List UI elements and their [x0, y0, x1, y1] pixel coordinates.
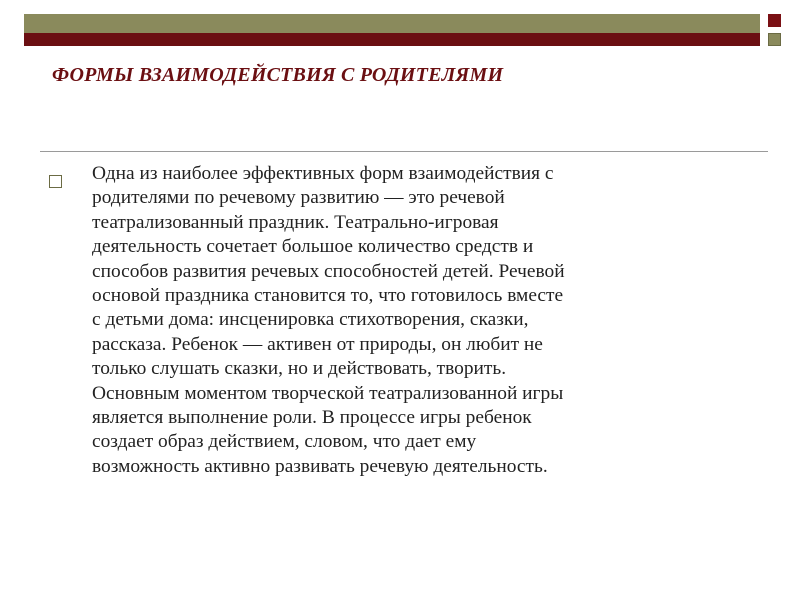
body-line: способов развития речевых способностей детей. Речевой	[92, 260, 565, 282]
slide-title: ФОРМЫ ВЗАИМОДЕЙСТВИЯ С РОДИТЕЛЯМИ	[52, 64, 504, 86]
corner-square-red	[768, 14, 781, 27]
body-line: рассказа. Ребенок — активен от природы, он любит не	[92, 333, 543, 355]
body-line: является выполнение роли. В процессе игры ребенок	[92, 407, 532, 429]
body-line: основой праздника становится то, что готовилось вместе	[92, 285, 564, 307]
header-bar-maroon	[24, 33, 760, 46]
corner-square-olive	[768, 33, 781, 46]
body-line: создает образ действием, словом, что дает ему	[92, 431, 477, 453]
body-line: Основным моментом творческой театрализованной игры	[92, 382, 564, 404]
body-line: Одна из наиболее эффективных форм взаимодействия с	[92, 163, 554, 184]
body-line: только слушать сказки, но и действовать, творить.	[92, 358, 507, 380]
header-bar-olive	[24, 14, 760, 33]
body-line: театрализованный праздник. Театрально-игровая	[92, 211, 499, 233]
title-divider	[40, 151, 768, 152]
square-bullet-icon	[49, 175, 62, 188]
body-line: возможность активно развивать речевую деятельность.	[92, 455, 548, 477]
slide-body-text	[92, 162, 750, 479]
body-line: деятельность сочетает большое количество средств и	[92, 236, 534, 258]
body-line: с детьми дома: инсценировка стихотворения, сказки,	[92, 309, 529, 331]
body-line: родителями по речевому развитию — это речевой	[92, 187, 505, 209]
